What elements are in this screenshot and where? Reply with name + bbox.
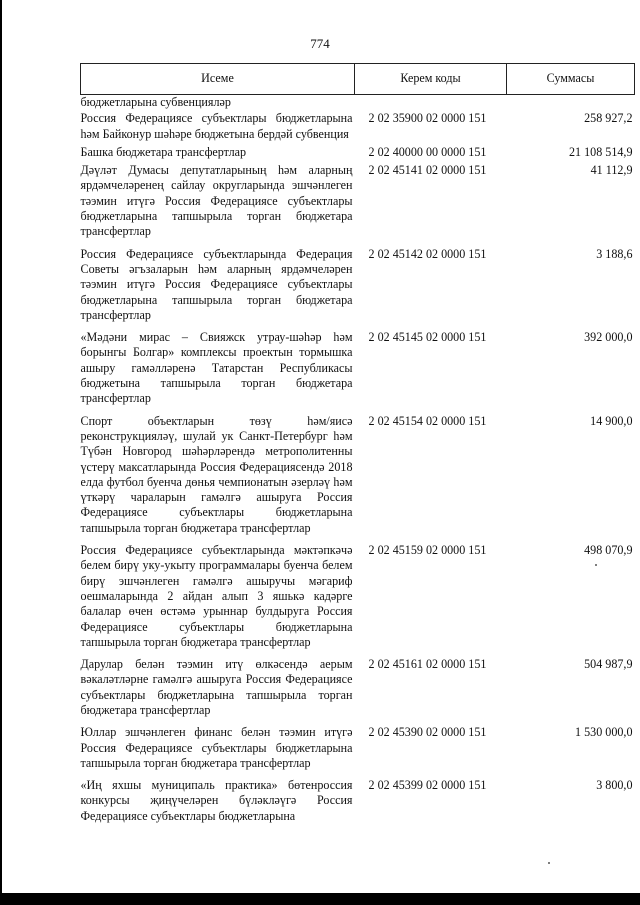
row-code: 2 02 45161 02 0000 151	[368, 657, 487, 672]
row-sum: 14 900,0	[590, 413, 633, 428]
table-row	[81, 111, 635, 145]
row-code: 2 02 45159 02 0000 151	[368, 543, 487, 558]
row-sum: 3 188,6	[596, 246, 633, 261]
table-row	[81, 163, 635, 246]
row-name: бюджетларына субвенцияләр	[80, 95, 231, 109]
header-code: Керем коды	[355, 64, 507, 95]
row-code: 2 02 35900 02 0000 151	[368, 111, 487, 126]
table-header	[81, 64, 635, 95]
row-sum: 41 112,9	[590, 163, 633, 178]
row-name: Дәүләт Думасы депутатларының һәм аларның ярдәмчеләренең сайлау округларында эшчәнлеген тәэмин итүгә Россия Федерациясе субъектлары бюджетларына тапшырыла торган бюджетара трансфертлар	[80, 163, 353, 239]
row-name: Россия Федерациясе субъектларында мәктәпкәчә белем бирү уку-укыту программалары буенча белем бирү эшчәнлеген гамәлгә ашыручы мәгариф оешмаларында 2 айдан алып 3 яшькә кадәрге балалар өчен өстәмә урыннар булдыруга Россия Федерациясе субъектлары бюджетларына тапшырыла торган бюджетара трансфертлар	[80, 543, 353, 649]
scan-speck	[595, 564, 597, 566]
row-code	[355, 95, 507, 112]
row-name: «Мәдәни мирас – Свияжск утрау-шәһәр һәм борынгы Болгар» комплексы проектын тормышка ашыру гамәлләренә Татарстан Республикасы бюджетына тапшырыла торган бюджетара трансфертлар	[80, 330, 353, 406]
row-name: Россия Федерациясе субъектлары бюджетларына һәм Байконур шәһәре бюджетына бердәй субвенция	[80, 111, 353, 141]
table-row	[81, 543, 635, 657]
header-name: Исеме	[81, 64, 355, 95]
table-row	[81, 778, 635, 827]
scan-bottom-edge	[0, 893, 640, 905]
table-row	[81, 657, 635, 725]
row-code: 2 02 40000 00 0000 151	[368, 144, 487, 159]
table-row	[81, 330, 635, 413]
row-sum	[507, 95, 635, 112]
row-name: Россия Федерациясе субъектларында Федерация Советы әгъзаларын һәм аларның ярдәмчеләрен тәэмин итүгә Россия Федерациясе субъектлары бюджетларына тапшырыла торган бюджетара трансфертлар	[80, 246, 353, 322]
scan-left-edge	[0, 0, 2, 905]
row-sum: 1 530 000,0	[575, 725, 633, 740]
row-sum: 3 800,0	[596, 778, 633, 793]
row-name: Башка бюджетара трансфертлар	[80, 144, 247, 159]
row-code: 2 02 45142 02 0000 151	[368, 246, 487, 261]
row-code: 2 02 45399 02 0000 151	[368, 778, 487, 793]
row-name: Юллар эшчәнлеген финанс белән тәэмин итүгә Россия Федерациясе субъектлары бюджетларына тапшырыла торган бюджетара трансфертлар	[80, 725, 353, 770]
row-sum: 392 000,0	[584, 330, 633, 345]
table-row	[81, 247, 635, 330]
header-sum: Суммасы	[507, 64, 635, 95]
scan-speck	[548, 862, 550, 864]
row-name: Спорт объектларын төзү һәм/яисә реконструкцияләү, шулай ук Санкт-Петербург һәм Түбән Новгород шәһәрләрендә метрополитенны үстерү максатларында Россия Федерациясендә 2018 елда футбол буенча дөнья чемпионатын әзерләү һәм үткәрү чараларын гамәлгә ашыруга Россия Федерациясе субъектлары бюджетларына тапшырыла торган бюджетара трансфертлар	[80, 413, 353, 535]
table-row	[81, 95, 635, 112]
page-number: 774	[310, 36, 330, 51]
header-row	[81, 64, 635, 95]
row-sum: 498 070,9	[584, 543, 633, 558]
row-sum: 258 927,2	[584, 111, 633, 126]
row-code: 2 02 45145 02 0000 151	[368, 330, 487, 345]
budget-table	[80, 63, 635, 827]
row-code: 2 02 45390 02 0000 151	[368, 725, 487, 740]
row-code: 2 02 45154 02 0000 151	[368, 413, 487, 428]
row-sum: 21 108 514,9	[569, 144, 633, 159]
row-name: «Иң яхшы муниципаль практика» бөтенроссия конкурсы җиңүчеләрен бүләкләүгә Россия Федерациясе субъектлары бюджетларына	[80, 778, 353, 823]
row-name: Дарулар белән тәэмин итү өлкәсендә аерым вәкаләтләрне гамәлгә ашыруга Россия Федерациясе субъектлары бюджетларына тапшырыла торган бюджетара трансфертлар	[80, 657, 353, 717]
table-row	[81, 725, 635, 778]
table-row	[81, 414, 635, 543]
row-code: 2 02 45141 02 0000 151	[368, 163, 487, 178]
row-sum: 504 987,9	[584, 657, 633, 672]
table-row	[81, 145, 635, 163]
table-body	[81, 95, 635, 828]
